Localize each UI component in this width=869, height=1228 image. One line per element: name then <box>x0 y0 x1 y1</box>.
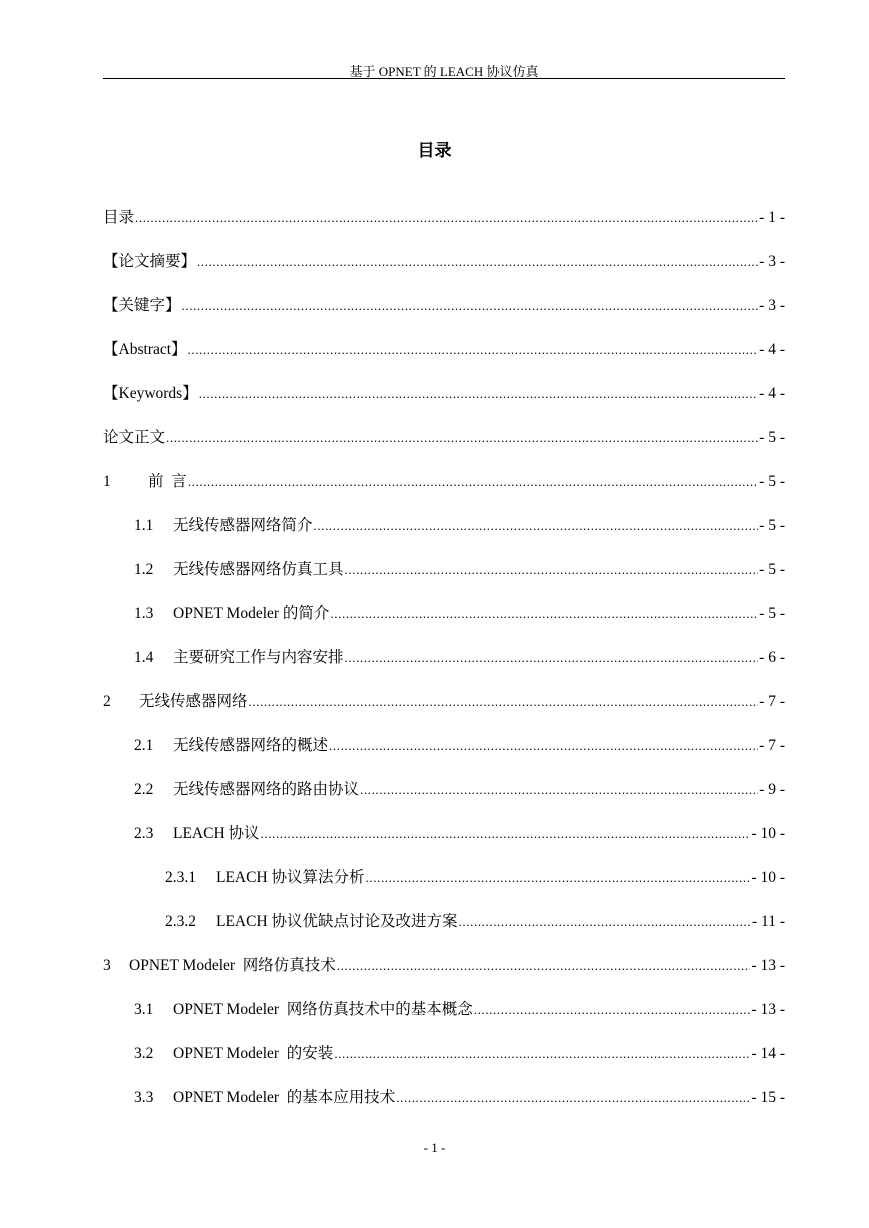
dot-leader <box>249 690 759 714</box>
toc-entry-label: LEACH 协议 <box>173 825 260 842</box>
toc-entry-label: OPNET Modeler 的基本应用技术 <box>173 1089 396 1106</box>
toc-entry-label: OPNET Modeler 网络仿真技术 <box>129 957 336 974</box>
toc-entry-page: - 13 - <box>751 1001 785 1018</box>
toc-entry-page: - 5 - <box>759 561 785 578</box>
toc-entry-page: - 6 - <box>759 649 785 666</box>
dot-leader <box>459 910 751 934</box>
dot-leader <box>197 250 758 274</box>
toc-entry-page: - 5 - <box>759 429 785 446</box>
toc-entry[interactable] <box>103 558 785 602</box>
toc-entry-page: - 4 - <box>759 341 785 358</box>
toc-entry-page: - 5 - <box>759 517 785 534</box>
toc-entry[interactable] <box>103 1086 785 1130</box>
toc-entry[interactable] <box>103 866 785 910</box>
toc-entry-page: - 5 - <box>759 473 785 490</box>
dot-leader <box>396 1086 750 1110</box>
toc-entry-page: - 5 - <box>759 605 785 622</box>
dot-leader <box>135 206 758 230</box>
dot-leader <box>329 734 758 758</box>
toc-entry-number: 2.2 <box>134 781 154 798</box>
toc-entry-number: 1.2 <box>134 561 154 578</box>
dot-leader <box>188 470 758 494</box>
toc-entry-page: - 3 - <box>759 297 785 314</box>
toc-entry[interactable] <box>103 778 785 822</box>
toc-entry[interactable] <box>103 470 785 514</box>
toc-entry-number: 1.1 <box>134 517 154 534</box>
toc-entry-label: 前 言 <box>148 473 187 490</box>
toc-entry-label: 【论文摘要】 <box>103 253 197 270</box>
toc-entry[interactable] <box>103 690 785 734</box>
toc-entry-label: 主要研究工作与内容安排 <box>173 649 344 666</box>
running-header: 基于 OPNET 的 LEACH 协议仿真 <box>349 64 539 79</box>
toc-entry-number: 3.2 <box>134 1045 154 1062</box>
toc-entry-page: - 14 - <box>751 1045 785 1062</box>
toc-entry-page: - 10 - <box>751 869 785 886</box>
toc-entry[interactable] <box>103 1042 785 1086</box>
toc-entry-page: - 9 - <box>759 781 785 798</box>
toc-title: 目录 <box>417 141 452 160</box>
dot-leader <box>366 866 751 890</box>
toc-entry-number: 3.3 <box>134 1089 154 1106</box>
toc-entry-page: - 15 - <box>751 1089 785 1106</box>
toc-entry[interactable] <box>103 426 785 470</box>
toc-entry[interactable] <box>103 646 785 690</box>
toc-entry-number: 2 <box>103 693 111 710</box>
toc-entry[interactable] <box>103 514 785 558</box>
toc-entry-label: OPNET Modeler 的安装 <box>173 1045 334 1062</box>
toc-entry[interactable] <box>103 734 785 778</box>
toc-entry-label: 目录 <box>103 209 135 226</box>
page-number: - 1 - <box>423 1140 446 1155</box>
toc-entry-number: 2.1 <box>134 737 154 754</box>
toc-entry-label: 论文正文 <box>103 429 166 446</box>
toc-entry[interactable] <box>103 338 785 382</box>
toc-entry-label: 【关键字】 <box>103 297 181 314</box>
toc-entry-number: 2.3.2 <box>165 913 196 930</box>
dot-leader <box>188 338 759 362</box>
dot-leader <box>199 382 758 406</box>
toc-entry-label: LEACH 协议算法分析 <box>216 869 365 886</box>
toc-entry[interactable] <box>103 294 785 338</box>
toc-entry[interactable] <box>103 382 785 426</box>
toc-entry[interactable] <box>103 822 785 866</box>
toc-entry-label: 【Abstract】 <box>103 341 187 358</box>
toc-entry-page: - 3 - <box>759 253 785 270</box>
toc-entry-page: - 11 - <box>752 913 785 930</box>
dot-leader <box>474 998 751 1022</box>
dot-leader <box>337 954 751 978</box>
dot-leader <box>261 822 751 846</box>
toc-entry-label: 无线传感器网络的路由协议 <box>173 781 360 798</box>
dot-leader <box>360 778 758 802</box>
toc-entry[interactable] <box>103 250 785 294</box>
header-rule <box>103 78 785 79</box>
toc-entry-label: OPNET Modeler 的简介 <box>173 605 330 622</box>
toc-entry-label: LEACH 协议优缺点讨论及改进方案 <box>216 913 458 930</box>
table-of-contents <box>103 206 785 1130</box>
toc-entry-page: - 7 - <box>759 737 785 754</box>
toc-entry-label: OPNET Modeler 网络仿真技术中的基本概念 <box>173 1001 473 1018</box>
toc-entry-page: - 4 - <box>759 385 785 402</box>
toc-entry[interactable] <box>103 910 785 954</box>
toc-entry-number: 1 <box>103 473 111 490</box>
toc-entry-number: 1.3 <box>134 605 154 622</box>
toc-entry-page: - 10 - <box>751 825 785 842</box>
dot-leader <box>345 558 759 582</box>
dot-leader <box>330 602 758 626</box>
toc-entry-number: 3 <box>103 957 111 974</box>
toc-entry-page: - 1 - <box>759 209 785 226</box>
dot-leader <box>166 426 758 450</box>
toc-entry-label: 无线传感器网络的概述 <box>173 737 329 754</box>
toc-entry-label: 无线传感器网络简介 <box>173 517 313 534</box>
toc-entry-label: 【Keywords】 <box>103 385 198 402</box>
dot-leader <box>182 294 759 318</box>
toc-entry-page: - 7 - <box>759 693 785 710</box>
dot-leader <box>334 1042 750 1066</box>
toc-entry[interactable] <box>103 998 785 1042</box>
toc-entry-label: 无线传感器网络仿真工具 <box>173 561 344 578</box>
dot-leader <box>314 514 759 538</box>
dot-leader <box>345 646 759 670</box>
toc-entry-number: 1.4 <box>134 649 154 666</box>
toc-entry-number: 2.3 <box>134 825 154 842</box>
toc-entry-number: 2.3.1 <box>165 869 196 886</box>
toc-entry-number: 3.1 <box>134 1001 154 1018</box>
toc-entry[interactable] <box>103 206 785 250</box>
toc-entry[interactable] <box>103 954 785 998</box>
toc-entry[interactable] <box>103 602 785 646</box>
toc-entry-page: - 13 - <box>751 957 785 974</box>
toc-entry-label: 无线传感器网络 <box>139 693 248 710</box>
